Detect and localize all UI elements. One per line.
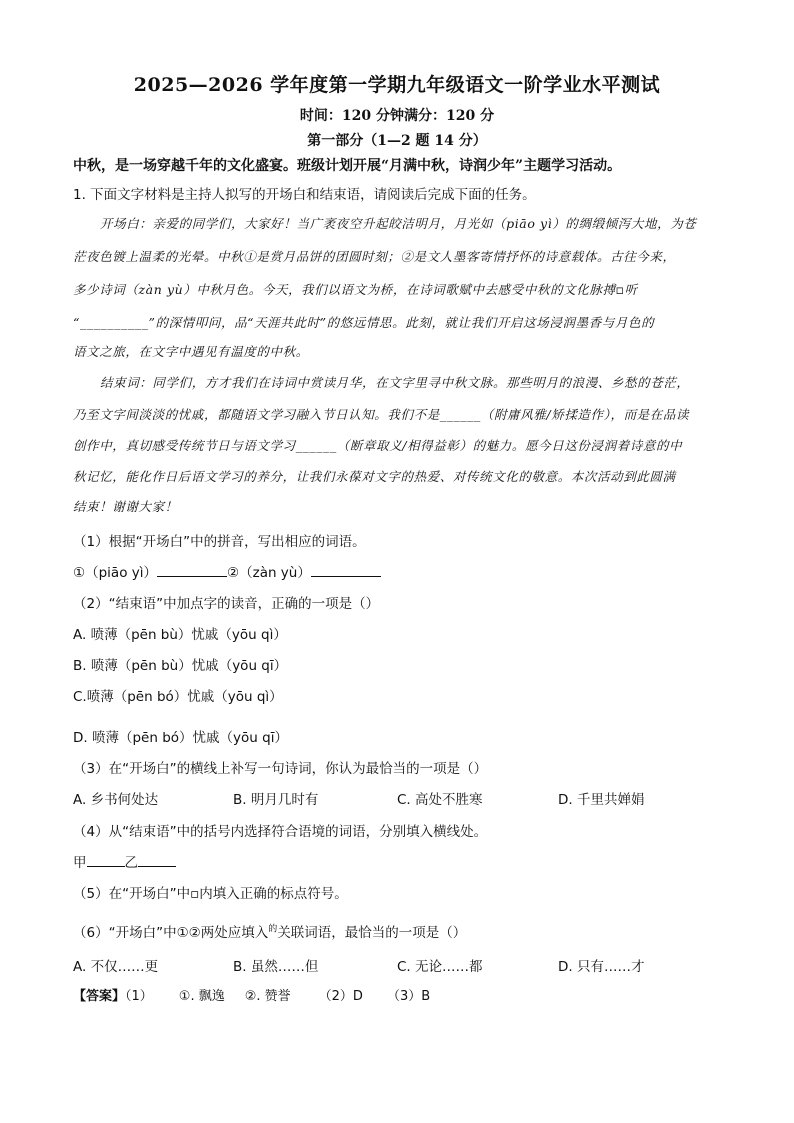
blank-a-line[interactable] — [157, 564, 227, 577]
subq3-option-d[interactable]: D. 千里共婵娟 — [558, 792, 645, 808]
blank-a-label: ①（piāo yì） — [73, 565, 157, 581]
activity-intro: 中秋，是一场穿越千年的文化盛宴。班级计划开展“月满中秋，诗润少年”主题学习活动。 — [73, 158, 622, 174]
blank-b-label: ②（zàn yù） — [227, 565, 311, 581]
subq6-option-d[interactable]: D. 只有……才 — [558, 959, 645, 975]
subq6-option-b[interactable]: B. 虽然……但 — [233, 959, 319, 975]
answer-item-3: ②. 赞誉 — [244, 989, 291, 1004]
closing-line-1: 结束词：同学们，方才我们在诗词中赏读月华，在文字里寻中秋文脉。那些明月的浪漫、乡愁的苍茫， — [100, 375, 690, 390]
closing-line-5: 结束！谢谢大家！ — [73, 499, 178, 514]
answer-item-4: （2）D — [318, 989, 363, 1004]
subq1-blanks — [73, 561, 381, 581]
answer-item-2: ①. 飘逸 — [178, 989, 225, 1004]
answer-line — [73, 985, 440, 1004]
subq5-stem: （5）在“开场白”中▫内填入正确的标点符号。 — [73, 886, 348, 902]
closing-line-3: 创作中，真切感受传统节日与语文学习______（断章取义/相得益彰）的魅力。愿今日这份浸润着诗意的中 — [73, 438, 683, 453]
blank-b-line[interactable] — [311, 564, 381, 577]
subq6-option-a[interactable]: A. 不仅……更 — [73, 959, 159, 975]
time-score-line: 时间：120 分钟满分：120 分 — [299, 108, 495, 124]
subq3-option-b[interactable]: B. 明月几时有 — [233, 792, 319, 808]
answer-item-5: （3）B — [386, 989, 431, 1004]
opening-line-3: 多少诗词（zàn yù）中秋月色。今天，我们以语文为桥，在诗词歌赋中去感受中秋的文化脉搏▫听 — [73, 282, 638, 297]
subq1-stem: （1）根据“开场白”中的拼音，写出相应的词语。 — [73, 534, 366, 550]
subq2-option-d[interactable]: D. 喷薄（pēn bó）忧戚（yōu qī） — [73, 730, 288, 746]
subq4-stem: （4）从“结束语”中的括号内选择符合语境的词语，分别填入横线处。 — [73, 824, 488, 840]
opening-line-1: 开场白：亲爱的同学们，大家好！当广袤夜空升起皎洁明月，月光如（piāo yì）的绸缎倾泻大地，为苍 — [100, 216, 697, 231]
answer-item-1: （1） — [125, 989, 153, 1004]
exam-title: 2025—2026 学年度第一学期九年级语文一阶学业水平测试 — [133, 74, 661, 96]
subq4-blanks — [73, 851, 176, 871]
subq6-stem-b: 关联词语，最恰当的一项是（） — [277, 925, 467, 941]
subq6-option-c[interactable]: C. 无论……都 — [397, 959, 483, 975]
answer-label: 【答案】 — [73, 989, 126, 1004]
question-1-stem: 1. 下面文字材料是主持人拟写的开场白和结束语，请阅读后完成下面的任务。 — [73, 187, 536, 203]
subq2-stem: （2）“结束语”中加点字的读音，正确的一项是（） — [73, 596, 380, 612]
jia-blank[interactable] — [87, 854, 125, 867]
subq6-stem-sup: 的 — [268, 924, 278, 935]
subq3-option-a[interactable]: A. 乡书何处达 — [73, 792, 159, 808]
opening-line-5: 语文之旅，在文字中遇见有温度的中秋。 — [73, 344, 309, 359]
subq2-option-a[interactable]: A. 喷薄（pēn bù）忧戚（yōu qì） — [73, 627, 287, 643]
opening-line-4: “__________”的深情叩问，品“天涯共此时”的悠远情思。此刻，就让我们开启这场浸润墨香与月色的 — [73, 315, 655, 330]
closing-line-2: 乃至文字间淡淡的忧戚，都随语文学习融入节日认知。我们不是______（附庸风雅/矫揉造作），而是在品读 — [73, 407, 690, 422]
subq3-stem: （3）在“开场白”的横线上补写一句诗词，你认为最恰当的一项是（） — [73, 761, 488, 777]
subq2-option-b[interactable]: B. 喷薄（pēn bù）忧戚（yōu qī） — [73, 658, 288, 674]
yi-label: 乙 — [124, 855, 138, 871]
closing-line-4: 秋记忆，能化作日后语文学习的养分，让我们永葆对文字的热爱、对传统文化的敬意。本次活动到此圆满 — [73, 469, 676, 484]
opening-line-2: 茫夜色镀上温柔的光晕。中秋①是赏月品饼的团圆时刻；②是文人墨客寄情抒怀的诗意载体。古往今来， — [73, 249, 676, 264]
yi-blank[interactable] — [138, 854, 176, 867]
subq6-stem — [73, 921, 466, 941]
subq2-option-c[interactable]: C.喷薄（pēn bó）忧戚（yōu qì） — [73, 689, 283, 705]
subq6-stem-a: （6）“开场白”中①②两处应填入 — [73, 925, 269, 941]
jia-label: 甲 — [73, 855, 87, 871]
part-heading: 第一部分（1—2 题 14 分） — [307, 133, 487, 149]
subq3-option-c[interactable]: C. 高处不胜寒 — [397, 792, 483, 808]
